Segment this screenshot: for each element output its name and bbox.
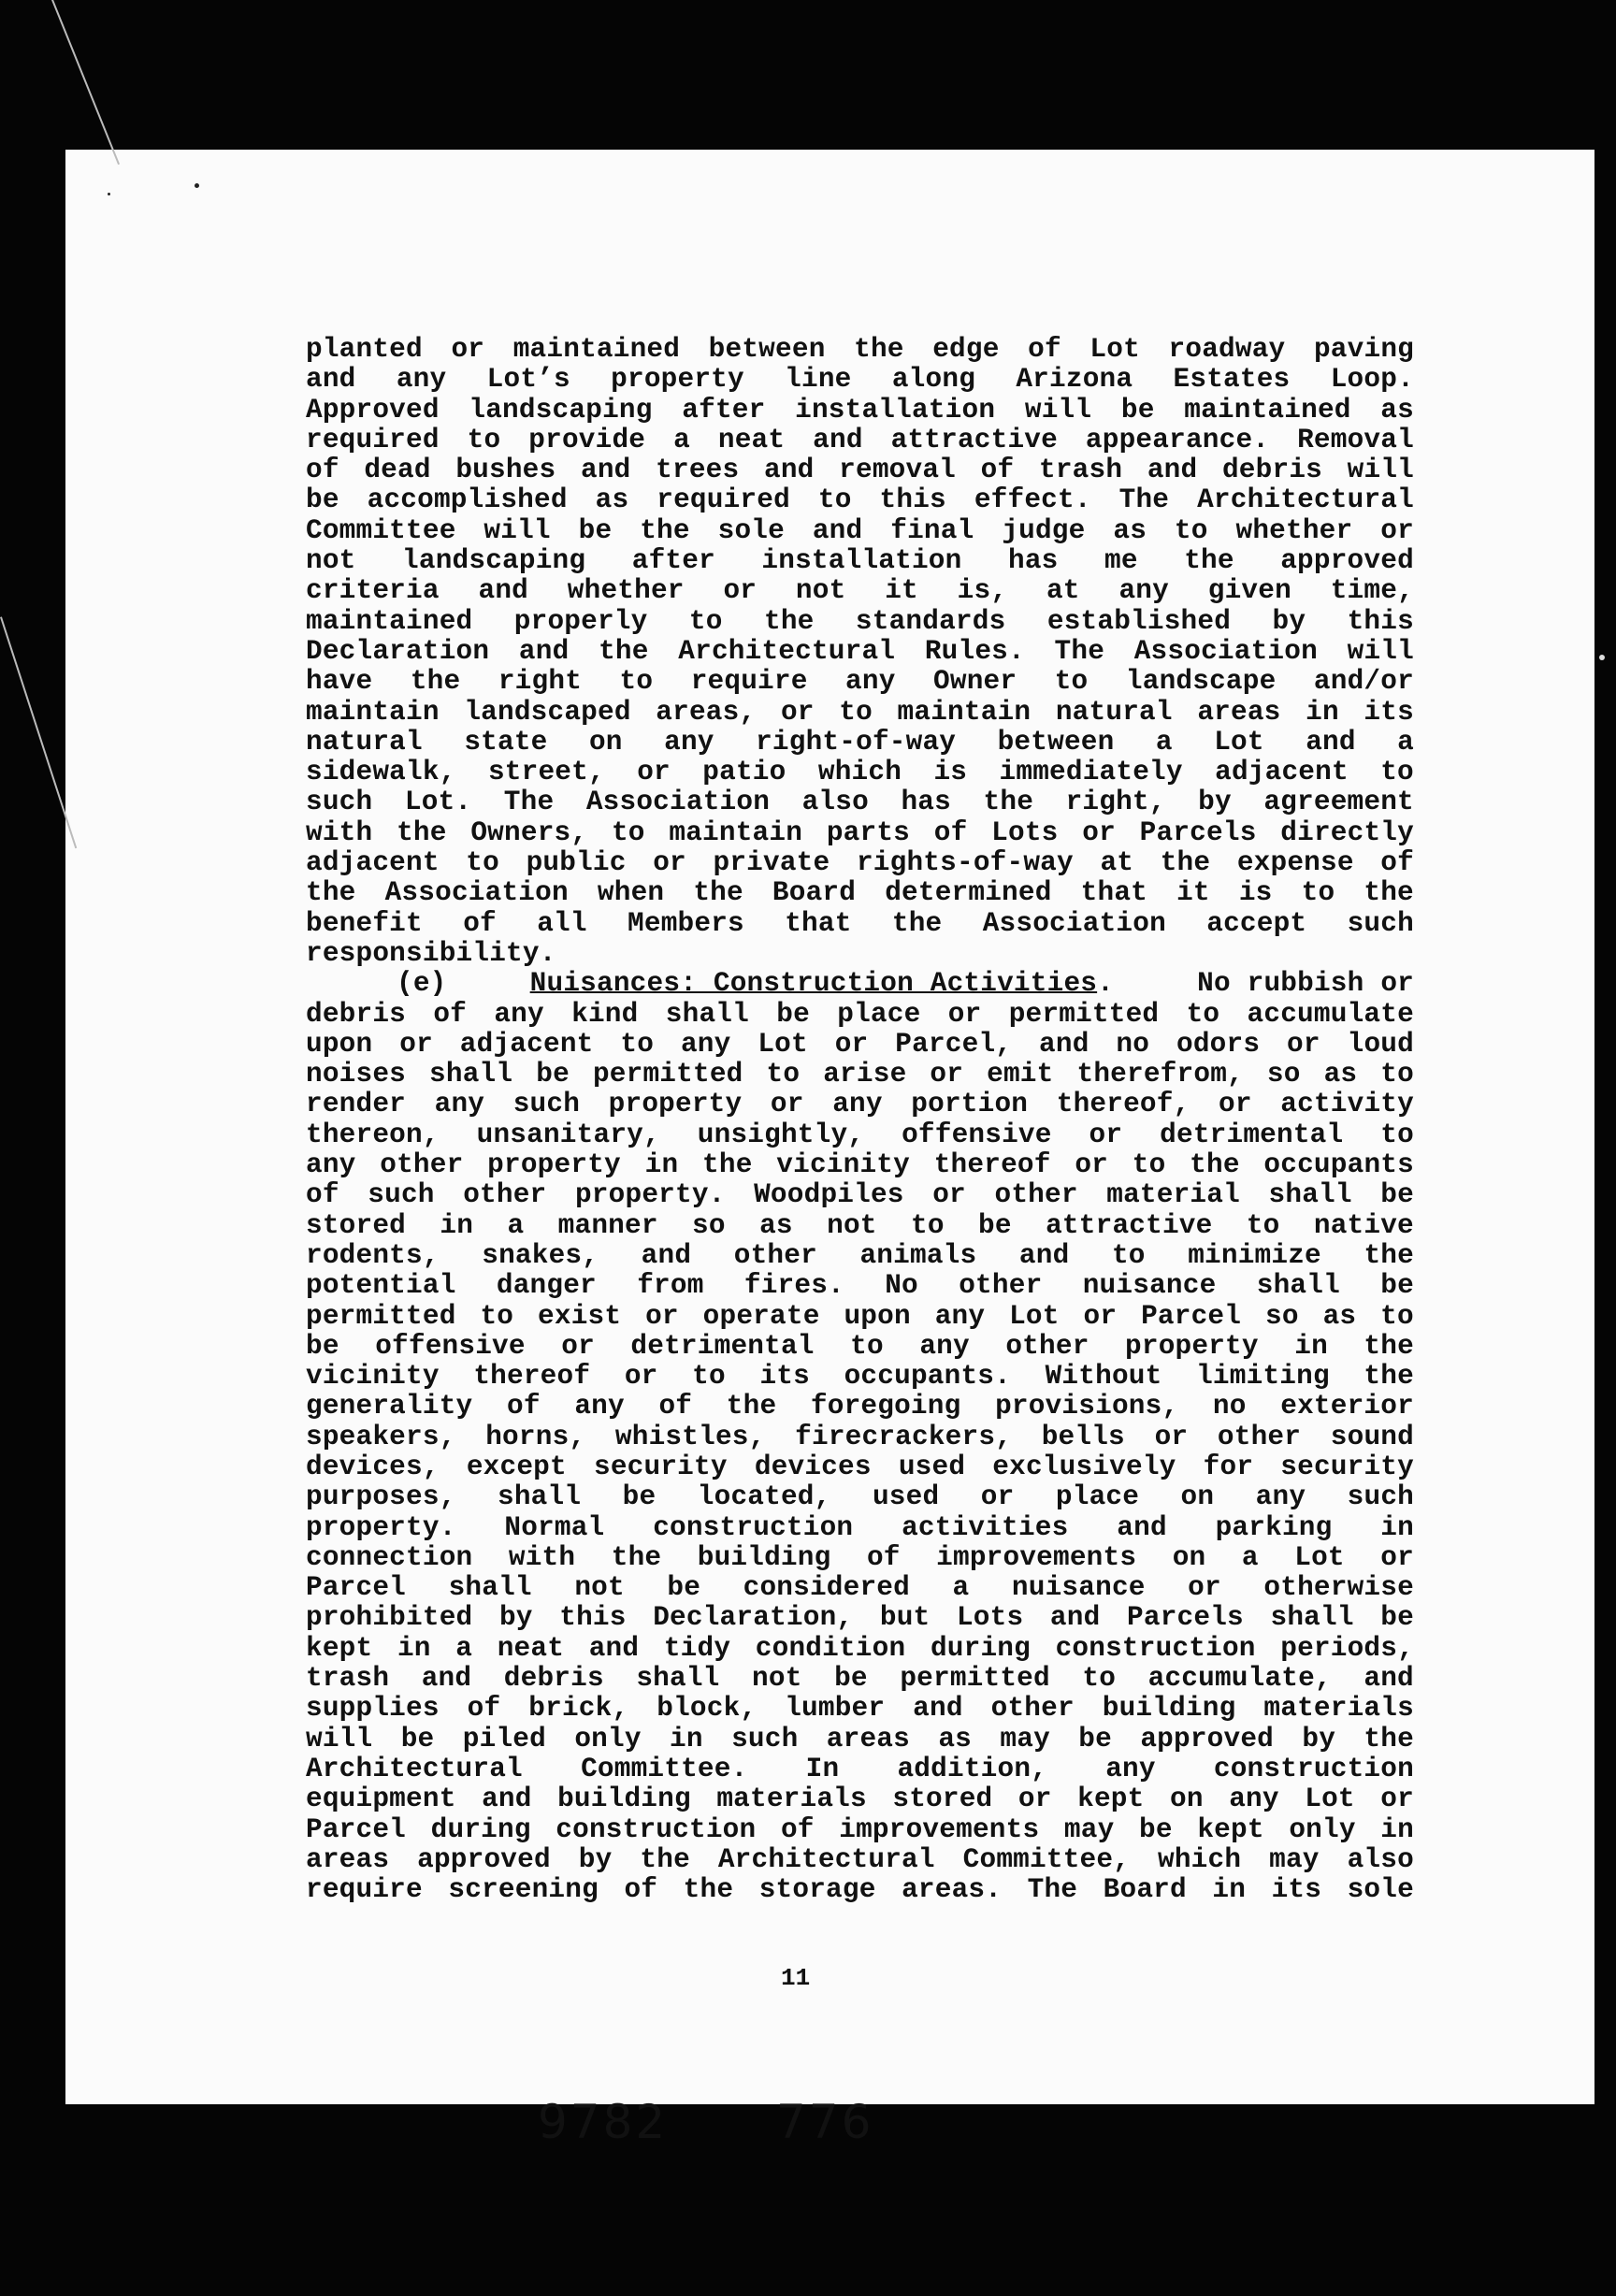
text-line: potential danger from fires. No other nuisance shall be bbox=[306, 1270, 1414, 1302]
text-line: thereon, unsanitary, unsightly, offensive or detrimental to bbox=[306, 1119, 1414, 1150]
text-line: natural state on any right-of-way between a Lot and a bbox=[306, 726, 1414, 758]
text-line: supplies of brick, block, lumber and other building materials bbox=[306, 1693, 1414, 1725]
text-line: generality of any of the foregoing provisions, no exterior bbox=[306, 1391, 1414, 1422]
text-line: maintained properly to the standards established by this bbox=[306, 605, 1414, 637]
text-line: Parcel shall not be considered a nuisance or otherwise bbox=[306, 1572, 1414, 1604]
text-line: Committee will be the sole and final judge as to whether or bbox=[306, 514, 1414, 546]
text-line: purposes, shall be located, used or place on any such bbox=[306, 1481, 1414, 1513]
text-line: adjacent to public or private rights-of-way at the expense of bbox=[306, 847, 1414, 879]
text-line: be accomplished as required to this effect. The Architectural bbox=[306, 484, 1414, 516]
text-line: property. Normal construction activities and parking in bbox=[306, 1511, 1414, 1543]
text-line: debris of any kind shall be place or permitted to accumulate bbox=[306, 998, 1414, 1030]
text-line: permitted to exist or operate upon any Lot or Parcel so as to bbox=[306, 1300, 1414, 1332]
text-line: sidewalk, street, or patio which is immediately adjacent to bbox=[306, 757, 1414, 788]
text-line: equipment and building materials stored or kept on any Lot or bbox=[306, 1783, 1414, 1815]
section-title-text: Nuisances: Construction Activities bbox=[529, 968, 1098, 1000]
text-line: such Lot. The Association also has the right, by agreement bbox=[306, 787, 1414, 818]
scan-speck bbox=[1599, 655, 1605, 660]
section-title-period: . bbox=[1097, 968, 1114, 1000]
text-line: speakers, horns, whistles, firecrackers, bells or other sound bbox=[306, 1421, 1414, 1452]
text-line: rodents, snakes, and other animals and to minimize the bbox=[306, 1239, 1414, 1271]
text-line: noises shall be permitted to arise or emit therefrom, so as to bbox=[306, 1059, 1414, 1090]
text-line: areas approved by the Architectural Committee, which may also bbox=[306, 1843, 1414, 1875]
text-line: and any Lot’s property line along Arizona Estates Loop. bbox=[306, 364, 1414, 396]
document-stamp-number: 9782 bbox=[538, 2095, 669, 2149]
text-line: benefit of all Members that the Association accept such bbox=[306, 907, 1414, 939]
text-line: Architectural Committee. In addition, any construction bbox=[306, 1753, 1414, 1784]
text-line: of dead bushes and trees and removal of trash and debris will bbox=[306, 455, 1414, 486]
text-line: trash and debris shall not be permitted to accumulate, and bbox=[306, 1663, 1414, 1695]
text-line: kept in a neat and tidy condition during construction periods, bbox=[306, 1632, 1414, 1664]
text-line: responsibility. bbox=[306, 937, 556, 969]
text-line: of such other property. Woodpiles or other material shall be bbox=[306, 1179, 1414, 1211]
document-stamp-number: 776 bbox=[776, 2095, 874, 2149]
section-heading-line bbox=[306, 969, 1414, 999]
section-title bbox=[530, 969, 1114, 999]
text-line: prohibited by this Declaration, but Lots and Parcels shall be bbox=[306, 1602, 1414, 1634]
text-line: will be piled only in such areas as may be approved by the bbox=[306, 1723, 1414, 1754]
scan-speck bbox=[108, 193, 110, 195]
text-line: stored in a manner so as not to be attractive to native bbox=[306, 1209, 1414, 1241]
text-line: be offensive or detrimental to any other property in the bbox=[306, 1330, 1414, 1362]
text-line: the Association when the Board determined that it is to the bbox=[306, 877, 1414, 909]
text-line: criteria and whether or not it is, at any given time, bbox=[306, 575, 1414, 607]
document-body bbox=[306, 335, 1414, 1905]
text-line: connection with the building of improvements on a Lot or bbox=[306, 1541, 1414, 1573]
text-line: not landscaping after installation has me the approved bbox=[306, 545, 1414, 577]
text-line: required to provide a neat and attractive appearance. Removal bbox=[306, 424, 1414, 455]
text-line: with the Owners, to maintain parts of Lots or Parcels directly bbox=[306, 816, 1414, 848]
text-line: any other property in the vicinity thereof or to the occupants bbox=[306, 1149, 1414, 1181]
text-line: devices, except security devices used exclusively for security bbox=[306, 1451, 1414, 1482]
text-line: have the right to require any Owner to landscape and/or bbox=[306, 666, 1414, 698]
text-line: maintain landscaped areas, or to maintain natural areas in its bbox=[306, 696, 1414, 728]
page-number: 11 bbox=[781, 1964, 811, 1992]
section-first-line-text: No rubbish or bbox=[1197, 968, 1414, 1000]
section-label: (e) bbox=[397, 968, 447, 1000]
text-line: require screening of the storage areas. The Board in its sole bbox=[306, 1874, 1414, 1906]
text-line: planted or maintained between the edge of Lot roadway paving bbox=[306, 334, 1414, 365]
text-line: render any such property or any portion thereof, or activity bbox=[306, 1089, 1414, 1120]
text-line: upon or adjacent to any Lot or Parcel, and no odors or loud bbox=[306, 1028, 1414, 1060]
text-line: Parcel during construction of improvements may be kept only in bbox=[306, 1813, 1414, 1845]
text-line: vicinity thereof or to its occupants. Without limiting the bbox=[306, 1361, 1414, 1393]
text-line: Approved landscaping after installation will be maintained as bbox=[306, 394, 1414, 426]
scan-speck bbox=[195, 183, 199, 188]
text-line: Declaration and the Architectural Rules. The Association will bbox=[306, 635, 1414, 667]
